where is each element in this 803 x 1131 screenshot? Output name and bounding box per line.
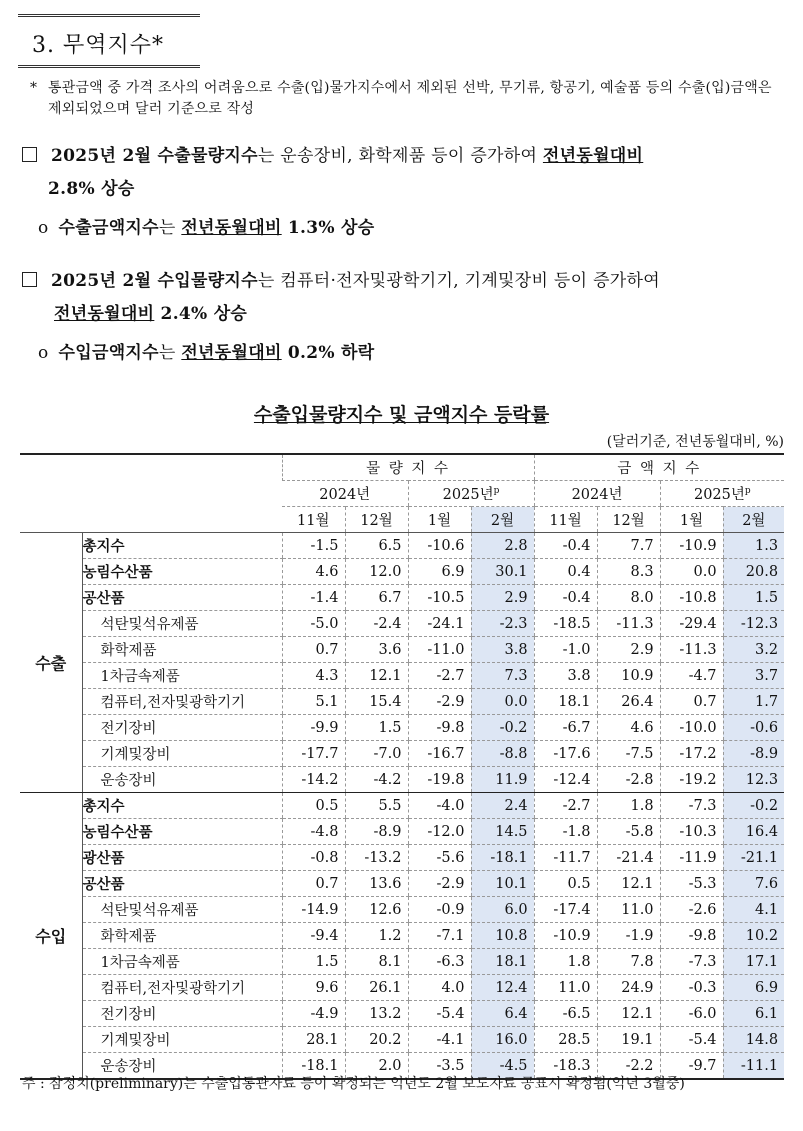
value-cell: 5.5	[345, 793, 408, 819]
value-cell: -7.0	[345, 741, 408, 767]
value-cell: -4.9	[282, 1001, 345, 1027]
table-row	[20, 871, 784, 897]
table-row	[20, 715, 784, 741]
value-cell: -2.7	[408, 663, 471, 689]
row-label: 총지수	[82, 533, 282, 559]
value-cell: -2.6	[660, 897, 723, 923]
square-bullet-icon	[22, 147, 37, 162]
value-cell: 3.8	[534, 663, 597, 689]
value-cell: -11.0	[408, 637, 471, 663]
value-cell: -10.5	[408, 585, 471, 611]
value-cell: -4.7	[660, 663, 723, 689]
value-cell: -12.0	[408, 819, 471, 845]
footnote-definition	[30, 78, 785, 120]
value-cell: -9.7	[660, 1053, 723, 1080]
table-title: 수출입물량지수 및 금액지수 등락률	[253, 404, 550, 426]
value-cell: -2.3	[471, 611, 534, 637]
value-cell: -0.4	[534, 533, 597, 559]
value-cell: 28.5	[534, 1027, 597, 1053]
p1-subject: 2025년 2월 수출물량지수	[51, 146, 258, 166]
value-cell: -7.3	[660, 949, 723, 975]
value-cell: 0.5	[282, 793, 345, 819]
value-cell: 0.7	[660, 689, 723, 715]
value-cell: 1.3	[723, 533, 784, 559]
value-cell: -7.3	[660, 793, 723, 819]
value-cell: 0.5	[534, 871, 597, 897]
value-cell: 15.4	[345, 689, 408, 715]
value-cell: 1.5	[723, 585, 784, 611]
value-cell: -0.4	[534, 585, 597, 611]
table-row	[20, 897, 784, 923]
value-cell: 6.1	[723, 1001, 784, 1027]
value-cell: 12.1	[345, 663, 408, 689]
value-cell: 3.7	[723, 663, 784, 689]
row-label: 1차금속제품	[82, 663, 282, 689]
value-cell: 19.1	[597, 1027, 660, 1053]
p4-subject: 수입금액지수	[58, 343, 159, 363]
paragraph-export-value	[38, 212, 374, 245]
note-text: 통관금액 중 가격 조사의 어려움으로 수출(입)물가지수에서 제외된 선박, 무기류, 항공기, 예술품 등의 수출(입)금액은 제외되었으며 달러 기준으로 작성	[48, 80, 772, 117]
p3-body: 는 컴퓨터·전자및광학기기, 기계및장비 등이 증가하여	[257, 271, 660, 291]
value-cell: 6.0	[471, 897, 534, 923]
value-cell: 10.1	[471, 871, 534, 897]
value-cell: 1.5	[345, 715, 408, 741]
header-row-1	[20, 454, 784, 481]
value-cell: 12.6	[345, 897, 408, 923]
header-month: 12월	[345, 507, 408, 533]
row-label: 광산품	[82, 845, 282, 871]
table-row	[20, 949, 784, 975]
paragraph-import-volume	[22, 265, 792, 331]
table-row	[20, 585, 784, 611]
value-cell: 2.9	[471, 585, 534, 611]
square-bullet-icon	[22, 272, 37, 287]
p1-result: 2.8% 상승	[48, 179, 135, 199]
value-cell: 0.0	[471, 689, 534, 715]
value-cell: -10.8	[660, 585, 723, 611]
value-cell: -0.9	[408, 897, 471, 923]
value-cell: 2.9	[597, 637, 660, 663]
value-cell: 2.0	[345, 1053, 408, 1080]
group-label: 수입	[20, 793, 82, 1080]
p2-body: 는	[158, 218, 182, 238]
value-cell: -18.5	[534, 611, 597, 637]
table-row	[20, 663, 784, 689]
value-cell: 12.4	[471, 975, 534, 1001]
row-label: 운송장비	[82, 1053, 282, 1080]
value-cell: -17.2	[660, 741, 723, 767]
row-label: 기계및장비	[82, 1027, 282, 1053]
value-cell: -19.8	[408, 767, 471, 793]
value-cell: -10.9	[660, 533, 723, 559]
value-cell: -9.4	[282, 923, 345, 949]
value-cell: 8.0	[597, 585, 660, 611]
value-cell: -19.2	[660, 767, 723, 793]
header-month: 11월	[534, 507, 597, 533]
p1-body: 는 운송장비, 화학제품 등이 증가하여	[257, 146, 543, 166]
value-cell: -11.9	[660, 845, 723, 871]
row-label: 화학제품	[82, 637, 282, 663]
header-volume: 물 량 지 수	[282, 454, 534, 481]
value-cell: 11.0	[534, 975, 597, 1001]
value-cell: 18.1	[471, 949, 534, 975]
value-cell: -11.3	[660, 637, 723, 663]
header-month: 2월	[723, 507, 784, 533]
value-cell: -6.3	[408, 949, 471, 975]
header-year-2024: 2024년	[534, 481, 660, 507]
table-row	[20, 611, 784, 637]
row-label: 공산품	[82, 585, 282, 611]
row-label: 농림수산품	[82, 819, 282, 845]
value-cell: -0.6	[723, 715, 784, 741]
value-cell: -17.7	[282, 741, 345, 767]
p3-comparison: 전년동월대비	[54, 304, 155, 324]
note-marker: *	[30, 80, 37, 96]
value-cell: 11.0	[597, 897, 660, 923]
value-cell: -4.5	[471, 1053, 534, 1080]
value-cell: -10.3	[660, 819, 723, 845]
p3-subject: 2025년 2월 수입물량지수	[51, 271, 258, 291]
value-cell: -3.5	[408, 1053, 471, 1080]
value-cell: -11.1	[723, 1053, 784, 1080]
p2-subject: 수출금액지수	[58, 218, 159, 238]
value-cell: 7.8	[597, 949, 660, 975]
p2-result: 1.3% 상승	[281, 218, 375, 238]
value-cell: 11.9	[471, 767, 534, 793]
value-cell: -6.7	[534, 715, 597, 741]
row-label: 화학제품	[82, 923, 282, 949]
p4-result: 0.2% 하락	[281, 343, 375, 363]
value-cell: 16.4	[723, 819, 784, 845]
value-cell: 2.8	[471, 533, 534, 559]
value-cell: -1.5	[282, 533, 345, 559]
table-row	[20, 741, 784, 767]
value-cell: 18.1	[534, 689, 597, 715]
value-cell: -1.4	[282, 585, 345, 611]
value-cell: 8.3	[597, 559, 660, 585]
value-cell: 16.0	[471, 1027, 534, 1053]
value-cell: -29.4	[660, 611, 723, 637]
trade-index-table	[20, 453, 784, 1080]
table-row	[20, 533, 784, 559]
value-cell: 26.4	[597, 689, 660, 715]
value-cell: 14.5	[471, 819, 534, 845]
value-cell: -14.9	[282, 897, 345, 923]
value-cell: -1.0	[534, 637, 597, 663]
value-cell: -10.9	[534, 923, 597, 949]
paragraph-export-volume	[22, 140, 792, 206]
o-bullet-icon: o	[38, 218, 49, 238]
p4-comparison: 전년동월대비	[181, 343, 282, 363]
value-cell: -8.8	[471, 741, 534, 767]
header-year-2025: 2025년$^p$	[408, 481, 534, 507]
value-cell: 7.6	[723, 871, 784, 897]
paragraph-import-value	[38, 337, 374, 370]
value-cell: 0.7	[282, 871, 345, 897]
value-cell: -0.8	[282, 845, 345, 871]
table-row	[20, 1001, 784, 1027]
table-row	[20, 767, 784, 793]
table-row	[20, 975, 784, 1001]
value-cell: 1.8	[534, 949, 597, 975]
value-cell: -16.7	[408, 741, 471, 767]
value-cell: -2.7	[534, 793, 597, 819]
row-label: 컴퓨터,전자및광학기기	[82, 975, 282, 1001]
value-cell: -7.1	[408, 923, 471, 949]
value-cell: 4.0	[408, 975, 471, 1001]
table-row	[20, 1027, 784, 1053]
value-cell: 3.6	[345, 637, 408, 663]
value-cell: -0.2	[471, 715, 534, 741]
row-label: 공산품	[82, 871, 282, 897]
value-cell: -18.3	[534, 1053, 597, 1080]
value-cell: -1.8	[534, 819, 597, 845]
value-cell: -4.0	[408, 793, 471, 819]
value-cell: -5.4	[408, 1001, 471, 1027]
value-cell: 6.9	[723, 975, 784, 1001]
value-cell: 6.9	[408, 559, 471, 585]
value-cell: 12.0	[345, 559, 408, 585]
value-cell: -11.7	[534, 845, 597, 871]
header-corner	[20, 454, 282, 533]
value-cell: -4.8	[282, 819, 345, 845]
value-cell: 13.2	[345, 1001, 408, 1027]
section-title-text: 3. 무역지수*	[32, 33, 164, 58]
value-cell: -2.4	[345, 611, 408, 637]
row-label: 석탄및석유제품	[82, 897, 282, 923]
value-cell: -6.0	[660, 1001, 723, 1027]
value-cell: -1.9	[597, 923, 660, 949]
value-cell: -4.1	[408, 1027, 471, 1053]
value-cell: 13.6	[345, 871, 408, 897]
value-cell: 6.4	[471, 1001, 534, 1027]
value-cell: 1.7	[723, 689, 784, 715]
value-cell: 12.3	[723, 767, 784, 793]
value-cell: 30.1	[471, 559, 534, 585]
value-cell: 4.3	[282, 663, 345, 689]
value-cell: 5.1	[282, 689, 345, 715]
value-cell: -2.9	[408, 689, 471, 715]
table-footnote: 주 : 잠정치(preliminary)는 수출입통관자료 등이 확정되는 익년도 2월 보도자료 공표시 확정됨(익년 3월중)	[22, 1076, 685, 1092]
value-cell: -5.0	[282, 611, 345, 637]
value-cell: -11.3	[597, 611, 660, 637]
value-cell: -6.5	[534, 1001, 597, 1027]
table-row	[20, 845, 784, 871]
row-label: 전기장비	[82, 715, 282, 741]
value-cell: 6.5	[345, 533, 408, 559]
value-cell: 26.1	[345, 975, 408, 1001]
value-cell: 7.3	[471, 663, 534, 689]
value-cell: 0.0	[660, 559, 723, 585]
o-bullet-icon: o	[38, 343, 49, 363]
value-cell: -21.4	[597, 845, 660, 871]
row-label: 기계및장비	[82, 741, 282, 767]
value-cell: 17.1	[723, 949, 784, 975]
value-cell: -5.8	[597, 819, 660, 845]
value-cell: -2.8	[597, 767, 660, 793]
value-cell: -9.8	[660, 923, 723, 949]
header-value: 금 액 지 수	[534, 454, 784, 481]
p4-body: 는	[158, 343, 182, 363]
value-cell: -0.3	[660, 975, 723, 1001]
value-cell: 0.4	[534, 559, 597, 585]
value-cell: -21.1	[723, 845, 784, 871]
value-cell: 6.7	[345, 585, 408, 611]
value-cell: 10.9	[597, 663, 660, 689]
value-cell: 20.8	[723, 559, 784, 585]
value-cell: -17.6	[534, 741, 597, 767]
value-cell: -2.9	[408, 871, 471, 897]
value-cell: -18.1	[282, 1053, 345, 1080]
header-year-2024: 2024년	[282, 481, 408, 507]
header-year-2025: 2025년$^p$	[660, 481, 784, 507]
row-label: 전기장비	[82, 1001, 282, 1027]
header-month: 1월	[660, 507, 723, 533]
value-cell: 4.6	[282, 559, 345, 585]
row-label: 총지수	[82, 793, 282, 819]
value-cell: 1.5	[282, 949, 345, 975]
section-title	[18, 14, 200, 68]
table-row	[20, 923, 784, 949]
value-cell: -14.2	[282, 767, 345, 793]
value-cell: -17.4	[534, 897, 597, 923]
value-cell: 10.8	[471, 923, 534, 949]
value-cell: -0.2	[723, 793, 784, 819]
header-month: 1월	[408, 507, 471, 533]
value-cell: -12.4	[534, 767, 597, 793]
value-cell: 12.1	[597, 871, 660, 897]
value-cell: -12.3	[723, 611, 784, 637]
value-cell: -8.9	[723, 741, 784, 767]
value-cell: -10.0	[660, 715, 723, 741]
row-label: 석탄및석유제품	[82, 611, 282, 637]
value-cell: -7.5	[597, 741, 660, 767]
p1-comparison: 전년동월대비	[542, 146, 644, 166]
value-cell: 4.1	[723, 897, 784, 923]
value-cell: -24.1	[408, 611, 471, 637]
value-cell: 12.1	[597, 1001, 660, 1027]
p3-result: 2.4% 상승	[154, 304, 248, 324]
value-cell: -9.8	[408, 715, 471, 741]
header-month: 11월	[282, 507, 345, 533]
value-cell: 3.8	[471, 637, 534, 663]
header-month: 2월	[471, 507, 534, 533]
value-cell: 0.7	[282, 637, 345, 663]
value-cell: -4.2	[345, 767, 408, 793]
value-cell: 4.6	[597, 715, 660, 741]
value-cell: 10.2	[723, 923, 784, 949]
value-cell: -9.9	[282, 715, 345, 741]
row-label: 농림수산품	[82, 559, 282, 585]
group-label: 수출	[20, 533, 82, 793]
value-cell: 7.7	[597, 533, 660, 559]
value-cell: 1.2	[345, 923, 408, 949]
value-cell: 9.6	[282, 975, 345, 1001]
value-cell: 28.1	[282, 1027, 345, 1053]
p2-comparison: 전년동월대비	[181, 218, 282, 238]
value-cell: -13.2	[345, 845, 408, 871]
table-unit: (달러기준, 전년동월대비, %)	[606, 434, 784, 450]
header-month: 12월	[597, 507, 660, 533]
value-cell: 20.2	[345, 1027, 408, 1053]
value-cell: -2.2	[597, 1053, 660, 1080]
value-cell: 8.1	[345, 949, 408, 975]
value-cell: 2.4	[471, 793, 534, 819]
row-label: 컴퓨터,전자및광학기기	[82, 689, 282, 715]
value-cell: -10.6	[408, 533, 471, 559]
value-cell: 1.8	[597, 793, 660, 819]
value-cell: -5.6	[408, 845, 471, 871]
table-row	[20, 637, 784, 663]
row-label: 운송장비	[82, 767, 282, 793]
table-row	[20, 819, 784, 845]
table-row	[20, 793, 784, 819]
value-cell: 14.8	[723, 1027, 784, 1053]
row-label: 1차금속제품	[82, 949, 282, 975]
value-cell: -8.9	[345, 819, 408, 845]
table-row	[20, 689, 784, 715]
value-cell: -18.1	[471, 845, 534, 871]
value-cell: -5.3	[660, 871, 723, 897]
value-cell: 3.2	[723, 637, 784, 663]
value-cell: -5.4	[660, 1027, 723, 1053]
value-cell: 24.9	[597, 975, 660, 1001]
table-row	[20, 559, 784, 585]
